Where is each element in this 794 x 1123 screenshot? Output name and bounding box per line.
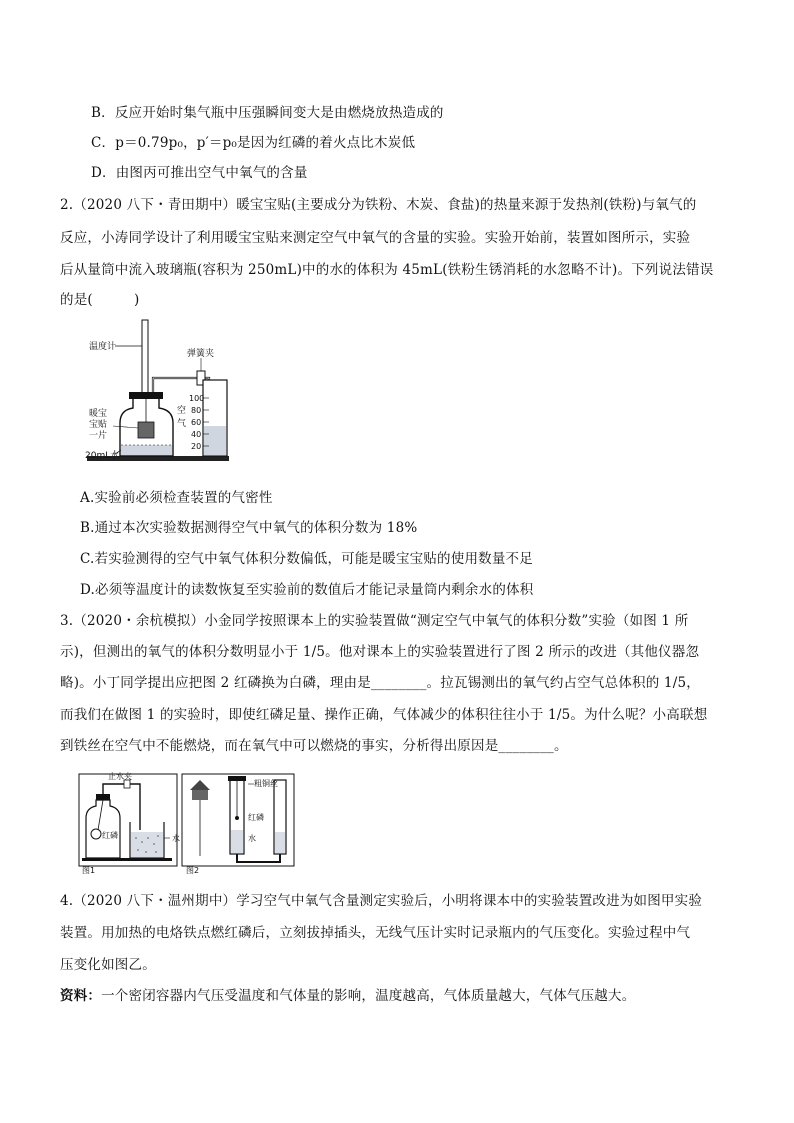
q3-figures (78, 770, 298, 876)
q3-stem-line-1: 3.（2020・余杭模拟）小金同学按照课本上的实验装置做“测定空气中氧气的体积分数”实验（如图 1 所 (60, 613, 689, 629)
q4-material-text: 一个密闭容器内气压受温度和气体量的影响，温度越高，气体质量越大，气体气压越大。 (101, 988, 636, 1004)
scale-40: 40 (191, 430, 202, 439)
label-water: 20mL水 (85, 451, 120, 461)
water-in-bottle (121, 445, 172, 455)
label-air-1: 空 (177, 406, 187, 416)
q2-option-d: D.必须等温度计的读数恢复至实验前的数值后才能记录量筒内剩余水的体积 (80, 582, 534, 598)
q4-stem-line-3: 压变化如图乙。 (60, 957, 156, 973)
label-warmer-1: 暖宝 (89, 409, 108, 419)
q2-stem-line-3: 后从量筒中流入玻璃瓶(容积为 250mL)中的水的体积为 45mL(铁粉生锈消耗的水忽略不计)。下列说法错误 (60, 262, 714, 278)
fig1-stop-clip (124, 780, 130, 788)
fig1-label-clip: 止水夹 (108, 772, 132, 781)
q1-option-c: C．p＝0.79p₀，p′＝p₀是因为红磷的着火点比木炭低 (91, 135, 416, 151)
q2-option-c: C.若实验测得的空气中氧气体积分数偏低，可能是暖宝宝贴的使用数量不足 (80, 551, 533, 567)
q4-material-label: 资料： (60, 988, 102, 1004)
q2-stem-line-4: 的是( ) (60, 292, 140, 308)
scale-100: 100 (189, 394, 205, 403)
q2-stem-line-2: 反应，小涛同学设计了利用暖宝宝贴来测定空气中氧气的含量的实验。实验开始前，装置如图所示，实验 (60, 230, 691, 246)
fig2-label-red-p: 红磷 (248, 813, 264, 822)
scale-60: 60 (191, 418, 202, 427)
label-clip: 弹簧夹 (187, 349, 215, 359)
fig1-label-red-p: 红磷 (102, 831, 118, 840)
fig1-bottle (86, 800, 120, 858)
fig1-label-water: 水 (172, 834, 180, 843)
q2-stem-line-1: 2.（2020 八下・青田期中）暖宝宝贴(主要成分为铁粉、木炭、食盐)的热量来源于发热剂(铁粉)与氧气的 (60, 197, 697, 213)
q2-apparatus-figure (85, 318, 245, 468)
q4-stem-line-2: 装置。用加热的电烙铁点燃红磷后，立刻拔掉插头，无线气压计实时记录瓶内的气压变化。实验过程中气 (60, 925, 691, 941)
q3-stem-line-5: 到铁丝在空气中不能燃烧，而在氧气中可以燃烧的事实，分析得出原因是________。 (60, 738, 568, 754)
q3-stem-line-3: 略)。小丁同学提出应把图 2 红磷换为白磷，理由是________。拉瓦锡测出的氧气约占空气总体积的 1/5， (60, 675, 700, 691)
fig2-caption: 图2 (186, 866, 200, 875)
fig2-label-water: 水 (248, 834, 256, 843)
q4-stem-line-1: 4.（2020 八下・温州期中）学习空气中氧气含量测定实验后，小明将课本中的实验装置改进为如图甲实验 (60, 893, 703, 909)
q2-option-a: A.实验前必须检查装置的气密性 (80, 490, 273, 506)
label-thermometer: 温度计 (89, 342, 117, 352)
label-warmer-3: 一片 (89, 431, 108, 441)
fig1-caption: 图1 (82, 866, 96, 875)
q1-option-d: D．由图丙可推出空气中氧气的含量 (91, 165, 308, 181)
q3-stem-line-4: 而我们在做图 1 的实验时，即使红磷足量、操作正确，气体减少的体积往往小于 1/5。为什么呢？小高联想 (60, 707, 708, 723)
label-air-2: 气 (177, 419, 187, 429)
scale-80: 80 (191, 406, 202, 415)
scale-20: 20 (191, 442, 202, 451)
q2-option-b: B.通过本次实验数据测得空气中氧气的体积分数为 18% (80, 520, 418, 536)
fig2-label-copper: 粗铜丝 (254, 779, 278, 788)
q1-option-b: B．反应开始时集气瓶中压强瞬间变大是由燃烧放热造成的 (91, 105, 444, 121)
warmer-pack (138, 422, 154, 438)
q4-material (60, 987, 635, 1005)
fig2-lamp (190, 780, 210, 790)
q3-stem-line-2: 示)，但测出的氧气的体积分数明显小于 1/5。他对课本上的实验装置进行了图 2 所示的改进（其他仪器忽 (60, 644, 700, 660)
label-warmer-2: 宝贴 (89, 420, 108, 430)
